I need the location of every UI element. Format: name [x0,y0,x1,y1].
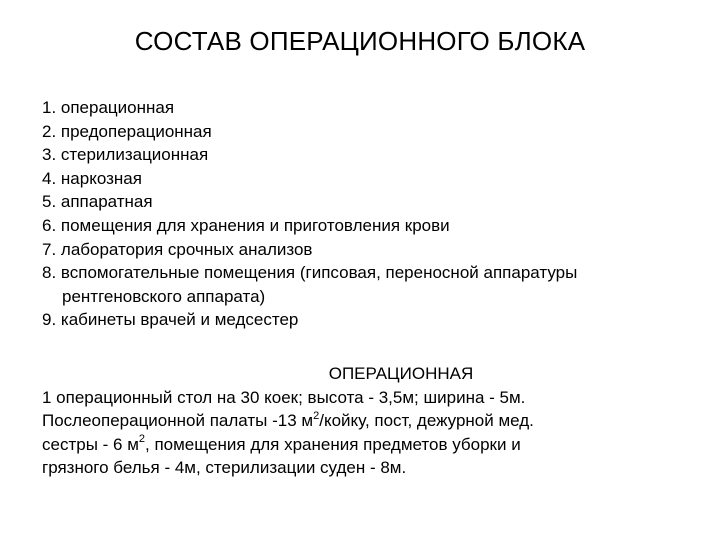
section-line: грязного белья - 4м, стерилизации суден - 8м. [42,458,407,478]
list-item: 8. вспомогательные помещения (гипсовая, переносной аппаратуры [42,263,578,283]
section-text: /койку, пост, дежурной мед. [319,411,534,431]
section-text: , помещения для хранения предметов уборки и [145,434,521,454]
list-item: 2. предоперационная [42,121,212,141]
section-line [42,409,692,433]
section-text: Послеоперационной палаты -13 м [42,411,314,431]
composition-list [42,96,692,332]
section-line [42,433,692,457]
list-item: 9. кабинеты врачей и медсестер [42,310,299,330]
slide-title: СОСТАВ ОПЕРАЦИОННОГО БЛОКА [134,26,586,56]
section-text: сестры - 6 м [42,434,139,454]
list-item: 6. помещения для хранения и приготовления крови [42,215,450,235]
superscript: 2 [313,409,320,422]
list-item-continuation: рентгеновского аппарата) [62,286,266,306]
list-item: 4. наркозная [42,168,142,188]
list-item: 7. лаборатория срочных анализов [42,239,313,259]
operating-room-section [42,362,692,480]
section-heading: ОПЕРАЦИОННАЯ [328,364,474,383]
list-item: 3. стерилизационная [42,145,209,165]
superscript: 2 [138,433,146,446]
list-item: 5. аппаратная [42,192,153,212]
section-line: 1 операционный стол на 30 коек; высота - 3,5м; ширина - 5м. [42,387,526,407]
list-item: 1. операционная [42,98,175,117]
